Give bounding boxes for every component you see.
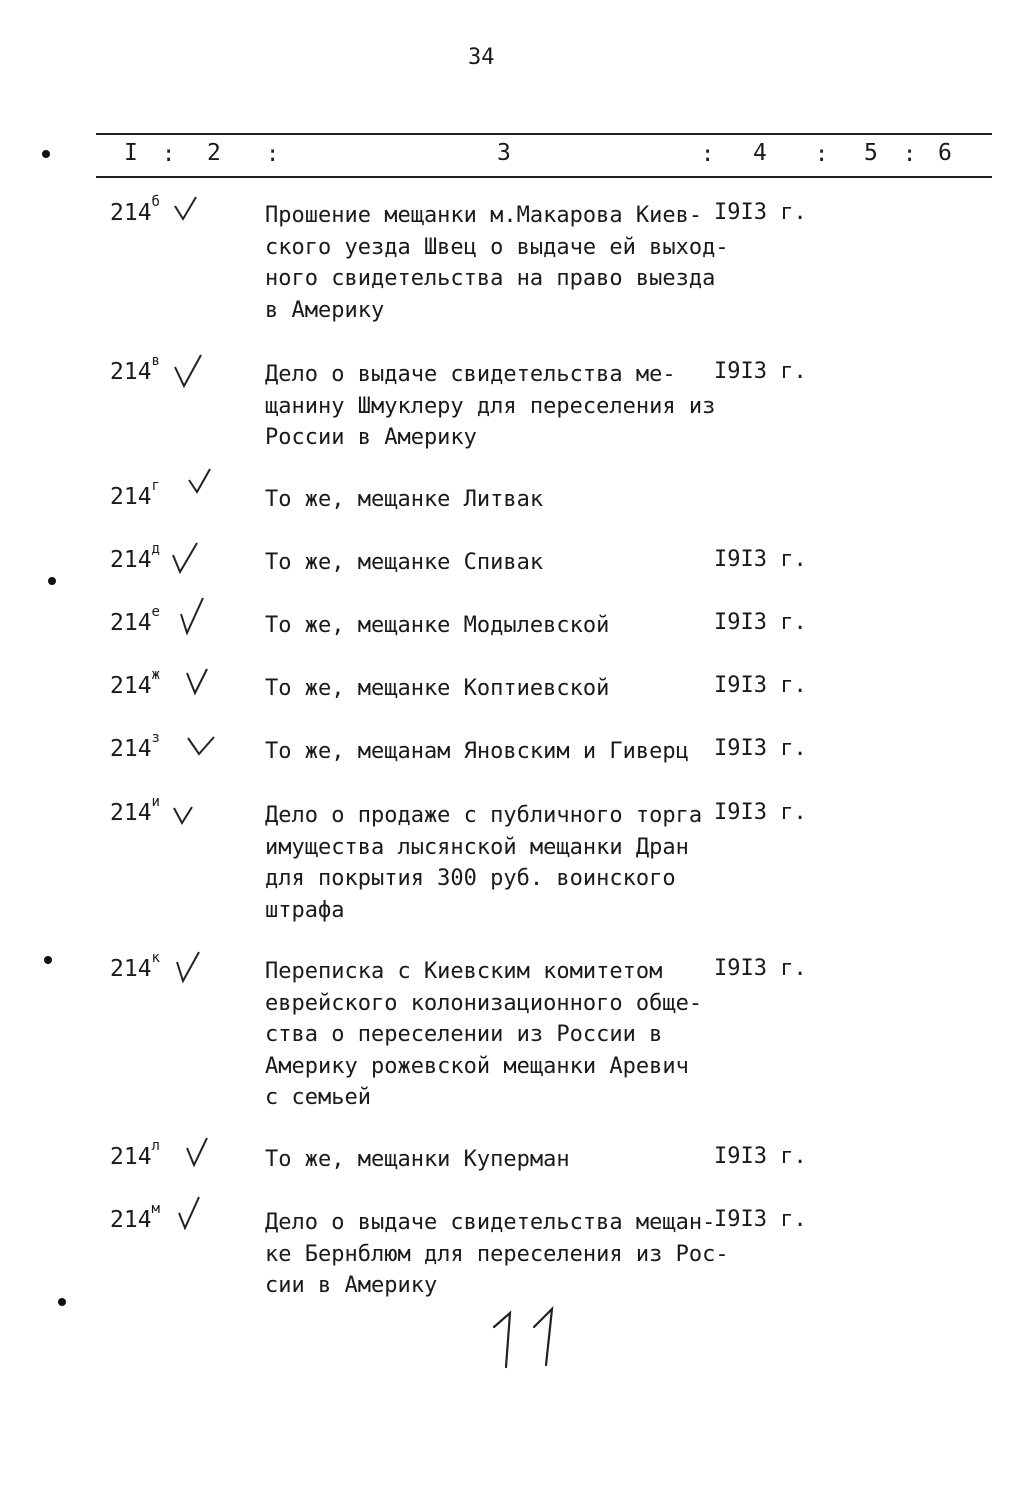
entry-description: То же, мещанке Модылевской — [265, 613, 610, 638]
entry-description: Дело о выдаче свидетельства мещан- ке Бернблюм для переселения из Рос- сии в Америку — [265, 1210, 729, 1298]
entry-description: То же, мещанке Литвак — [265, 487, 544, 512]
entry-number: $214^з$ — [110, 730, 160, 762]
entry-number: $214^к$ — [110, 950, 160, 982]
entry-year: I9I3 г. — [714, 610, 807, 635]
check-mark-icon — [176, 1195, 202, 1231]
table-top-rule — [96, 133, 992, 135]
entry-number: $214^и$ — [110, 794, 160, 826]
check-mark-icon — [174, 950, 202, 984]
entry-description: То же, мещанам Яновским и Гиверц — [265, 739, 689, 764]
check-mark-icon — [172, 804, 196, 826]
entry-number: $214^г$ — [110, 478, 160, 510]
entry-description: Дело о продаже с публичного торга имущества лысянской мещанки Дран для покрытия 300 руб. воинского штрафа — [265, 803, 703, 923]
check-mark-icon — [172, 353, 204, 389]
entry-description: Дело о выдаче свидетельства ме- щанину Шмуклеру для переселения из России в Америку — [265, 362, 716, 450]
check-mark-icon — [178, 596, 206, 636]
entry-description: То же, мещанке Коптиевской — [265, 676, 610, 701]
binding-hole — [42, 150, 50, 158]
column-separator: : — [903, 142, 917, 167]
entry-year: I9I3 г. — [714, 547, 807, 572]
check-mark-icon — [184, 1136, 210, 1168]
binding-hole — [44, 956, 52, 964]
entry-number: $214^д$ — [110, 541, 160, 573]
entry-year: I9I3 г. — [714, 673, 807, 698]
entry-year: I9I3 г. — [714, 800, 807, 825]
check-mark-icon — [170, 541, 200, 575]
entry-year: I9I3 г. — [714, 1207, 807, 1232]
entry-description: Переписка с Киевским комитетом еврейского колонизационного обще- ства о переселении из России в Америку рожевской мещанки Аревич с семьей — [265, 959, 703, 1110]
entry-number: $214^б$ — [110, 194, 160, 226]
entry-year: I9I3 г. — [714, 1144, 807, 1169]
entry-number: $214^л$ — [110, 1138, 160, 1170]
table-header-rule — [96, 176, 992, 178]
column-separator: : — [162, 142, 176, 167]
entry-description: То же, мещанки Куперман — [265, 1147, 570, 1172]
binding-hole — [58, 1298, 66, 1306]
handwritten-signature — [480, 1305, 570, 1375]
entry-year: I9I3 г. — [714, 200, 807, 225]
column-separator: : — [815, 142, 829, 167]
check-mark-icon — [186, 734, 216, 758]
entry-number: $214^ж$ — [110, 667, 160, 699]
page-number: 34 — [468, 45, 495, 70]
entry-number: $214^е$ — [110, 604, 160, 636]
entry-year: I9I3 г. — [714, 956, 807, 981]
check-mark-icon — [186, 466, 214, 496]
entry-description: Прошение мещанки м.Макарова Киев- ского уезда Швец о выдаче ей выход- ного свидетельства на право выезда в Америку — [265, 203, 729, 323]
column-header-5: 5 — [864, 140, 878, 166]
column-header-1: I — [124, 140, 138, 166]
column-header-2: 2 — [207, 140, 221, 166]
entry-number: $214^в$ — [110, 353, 160, 385]
entry-year: I9I3 г. — [714, 359, 807, 384]
column-header-6: 6 — [938, 140, 952, 166]
column-header-4: 4 — [753, 140, 767, 166]
entry-year: I9I3 г. — [714, 736, 807, 761]
column-separator: : — [266, 142, 280, 167]
binding-hole — [48, 577, 56, 585]
entry-description: То же, мещанке Спивак — [265, 550, 544, 575]
column-header-3: 3 — [497, 140, 511, 166]
column-separator: : — [701, 142, 715, 167]
check-mark-icon — [184, 667, 210, 697]
check-mark-icon — [172, 194, 200, 222]
entry-number: $214^м$ — [110, 1201, 160, 1233]
